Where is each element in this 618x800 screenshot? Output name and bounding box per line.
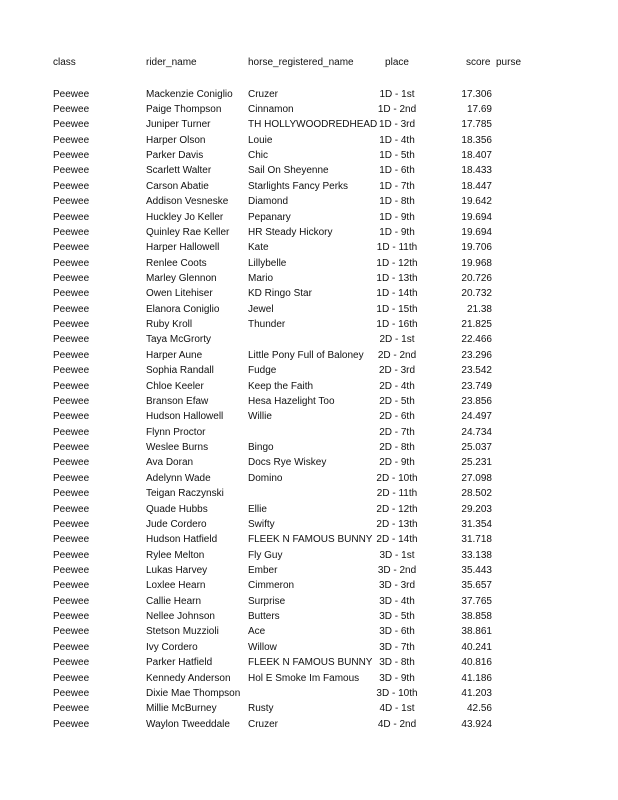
cell-class: Peewee [53, 319, 90, 330]
cell-class: Peewee [53, 103, 90, 115]
table-row [0, 332, 618, 347]
cell-rider-name: Hudson Hatfield [146, 534, 218, 546]
cell-score: 31.354 [461, 518, 492, 530]
cell-score: 18.356 [461, 134, 492, 146]
cell-horse-name: Rusty [248, 703, 274, 715]
table-row [0, 409, 618, 424]
cell-rider-name: Weslee Burns [146, 442, 209, 453]
cell-class: Peewee [53, 411, 90, 423]
cell-rider-name: Adelynn Wade [146, 472, 211, 484]
cell-class: Peewee [53, 119, 90, 131]
cell-place: 1D - 9th [379, 211, 415, 223]
cell-place: 2D - 14th [376, 534, 418, 546]
table-row [0, 655, 618, 670]
cell-class: Peewee [53, 334, 90, 346]
cell-score: 19.706 [461, 242, 492, 254]
table-row [0, 87, 618, 102]
cell-score: 24.497 [461, 411, 492, 423]
cell-rider-name: Mackenzie Coniglio [146, 88, 233, 100]
cell-place: 1D - 14th [376, 288, 418, 300]
cell-rider-name: Ava Doran [146, 457, 194, 469]
header-row [0, 55, 618, 70]
cell-class: Peewee [53, 88, 90, 100]
table-row [0, 102, 618, 117]
cell-score: 18.433 [461, 165, 492, 177]
cell-rider-name: Owen Litehiser [146, 288, 213, 300]
cell-place: 1D - 1st [379, 88, 415, 100]
cell-place: 2D - 13th [376, 518, 418, 530]
table-row [0, 194, 618, 209]
cell-score: 23.749 [461, 380, 492, 392]
cell-rider-name: Huckley Jo Keller [146, 211, 224, 223]
header-class: class [53, 57, 76, 68]
cell-rider-name: Millie McBurney [146, 703, 217, 715]
cell-place: 2D - 1st [379, 334, 415, 346]
cell-score: 19.694 [461, 211, 492, 223]
cell-class: Peewee [53, 257, 90, 269]
cell-place: 2D - 5th [379, 395, 415, 407]
cell-place: 3D - 3rd [378, 580, 416, 592]
cell-rider-name: Quinley Rae Keller [146, 226, 230, 238]
cell-rider-name: Hudson Hallowell [146, 411, 224, 423]
cell-horse-name: Sail On Sheyenne [248, 165, 329, 177]
table-row [0, 148, 618, 163]
cell-horse-name: Keep the Faith [248, 380, 314, 392]
cell-class: Peewee [53, 303, 90, 315]
cell-rider-name: Juniper Turner [146, 119, 211, 131]
cell-place: 2D - 12th [376, 503, 418, 515]
table-row [0, 379, 618, 394]
cell-class: Peewee [53, 595, 90, 607]
cell-horse-name: Cimmeron [248, 580, 295, 592]
cell-class: Peewee [53, 180, 90, 192]
cell-horse-name: Domino [248, 472, 283, 484]
cell-rider-name: Quade Hubbs [146, 503, 208, 515]
cell-horse-name: Chic [248, 150, 269, 161]
cell-place: 1D - 3rd [378, 119, 416, 131]
cell-score: 27.098 [461, 472, 492, 484]
cell-class: Peewee [53, 365, 90, 377]
header-score: score [466, 57, 491, 68]
cell-horse-name: Butters [248, 611, 280, 623]
table-row [0, 701, 618, 716]
cell-score: 38.861 [461, 626, 492, 638]
cell-class: Peewee [53, 611, 90, 623]
cell-horse-name: Willow [248, 641, 277, 653]
cell-rider-name: Elanora Coniglio [146, 303, 220, 315]
table-row [0, 517, 618, 532]
cell-horse-name: Bingo [248, 442, 274, 453]
table-row [0, 394, 618, 409]
cell-place: 3D - 4th [379, 595, 415, 607]
cell-horse-name: Cruzer [248, 88, 279, 100]
cell-score: 19.642 [461, 196, 492, 208]
cell-class: Peewee [53, 426, 90, 438]
cell-score: 31.718 [461, 534, 492, 546]
cell-place: 2D - 4th [379, 380, 415, 392]
cell-horse-name: Kate [248, 242, 269, 254]
cell-class: Peewee [53, 565, 90, 576]
cell-rider-name: Loxlee Hearn [146, 580, 206, 592]
cell-class: Peewee [53, 196, 90, 208]
cell-horse-name: FLEEK N FAMOUS BUNNY [248, 534, 373, 546]
cell-rider-name: Harper Aune [146, 349, 203, 361]
table-row [0, 179, 618, 194]
cell-horse-name: Cinnamon [248, 103, 294, 115]
cell-class: Peewee [53, 703, 90, 715]
table-row [0, 302, 618, 317]
cell-class: Peewee [53, 272, 90, 284]
table-row [0, 455, 618, 470]
cell-score: 35.443 [461, 565, 492, 576]
cell-score: 25.231 [461, 457, 492, 469]
table-row [0, 532, 618, 547]
cell-rider-name: Renlee Coots [146, 257, 207, 269]
cell-class: Peewee [53, 672, 90, 684]
table-row [0, 117, 618, 132]
cell-class: Peewee [53, 534, 90, 546]
cell-score: 21.825 [461, 319, 492, 330]
cell-place: 1D - 15th [376, 303, 418, 315]
cell-score: 17.69 [466, 103, 492, 115]
cell-class: Peewee [53, 395, 90, 407]
cell-class: Peewee [53, 242, 90, 254]
table-row [0, 425, 618, 440]
cell-class: Peewee [53, 165, 90, 177]
cell-horse-name: Willie [248, 411, 272, 423]
table-row [0, 502, 618, 517]
cell-horse-name: Swifty [248, 518, 275, 530]
cell-class: Peewee [53, 457, 90, 469]
cell-horse-name: Jewel [248, 303, 274, 315]
cell-score: 41.203 [461, 687, 492, 699]
cell-score: 40.241 [461, 641, 492, 653]
cell-class: Peewee [53, 150, 90, 161]
table-row [0, 486, 618, 501]
cell-place: 4D - 1st [379, 703, 415, 715]
cell-place: 2D - 10th [376, 472, 418, 484]
cell-score: 25.037 [461, 442, 492, 453]
table-row [0, 317, 618, 332]
cell-place: 3D - 1st [379, 549, 415, 561]
cell-score: 23.856 [461, 395, 492, 407]
table-row [0, 640, 618, 655]
cell-horse-name: Starlights Fancy Perks [248, 180, 349, 192]
cell-rider-name: Sophia Randall [146, 365, 214, 377]
cell-rider-name: Branson Efaw [146, 395, 209, 407]
cell-class: Peewee [53, 488, 90, 500]
cell-rider-name: Carson Abatie [146, 180, 209, 192]
cell-place: 2D - 3rd [378, 365, 416, 377]
cell-score: 35.657 [461, 580, 492, 592]
cell-place: 2D - 11th [376, 488, 418, 500]
table-row [0, 363, 618, 378]
cell-horse-name: Fudge [248, 365, 277, 377]
cell-class: Peewee [53, 442, 90, 453]
table-row [0, 594, 618, 609]
cell-class: Peewee [53, 380, 90, 392]
cell-horse-name: Mario [248, 272, 274, 284]
table-row [0, 225, 618, 240]
cell-place: 4D - 2nd [377, 718, 417, 730]
table-row [0, 671, 618, 686]
cell-place: 3D - 5th [379, 611, 415, 623]
cell-horse-name: Ellie [248, 503, 267, 515]
cell-horse-name: Pepanary [248, 211, 291, 223]
cell-place: 1D - 11th [376, 242, 418, 254]
cell-place: 2D - 7th [379, 426, 415, 438]
cell-rider-name: Rylee Melton [146, 549, 205, 561]
cell-score: 29.203 [461, 503, 492, 515]
cell-class: Peewee [53, 288, 90, 300]
cell-class: Peewee [53, 472, 90, 484]
cell-class: Peewee [53, 134, 90, 146]
cell-place: 2D - 8th [379, 442, 415, 453]
cell-class: Peewee [53, 687, 90, 699]
cell-rider-name: Paige Thompson [146, 103, 222, 115]
cell-score: 23.296 [461, 349, 492, 361]
cell-place: 2D - 6th [379, 411, 415, 423]
cell-horse-name: Louie [248, 134, 273, 146]
cell-class: Peewee [53, 226, 90, 238]
cell-place: 1D - 6th [379, 165, 415, 177]
cell-place: 1D - 8th [379, 196, 415, 208]
cell-horse-name: Fly Guy [248, 549, 283, 561]
cell-horse-name: Ember [248, 565, 278, 576]
cell-score: 41.186 [461, 672, 492, 684]
cell-horse-name: Hol E Smoke Im Famous [248, 672, 360, 684]
cell-class: Peewee [53, 503, 90, 515]
cell-horse-name: KD Ringo Star [248, 288, 312, 300]
cell-class: Peewee [53, 349, 90, 361]
table-row [0, 133, 618, 148]
cell-class: Peewee [53, 657, 90, 669]
cell-score: 18.407 [461, 150, 492, 161]
cell-score: 28.502 [461, 488, 492, 500]
table-row [0, 271, 618, 286]
table-row [0, 240, 618, 255]
cell-rider-name: Kennedy Anderson [146, 672, 231, 684]
cell-rider-name: Marley Glennon [146, 272, 217, 284]
cell-score: 18.447 [461, 180, 492, 192]
cell-class: Peewee [53, 518, 90, 530]
cell-rider-name: Scarlett Walter [146, 165, 212, 177]
cell-rider-name: Stetson Muzzioli [146, 626, 219, 638]
cell-rider-name: Flynn Proctor [146, 426, 206, 438]
cell-rider-name: Ivy Cordero [146, 641, 198, 653]
cell-score: 19.968 [461, 257, 492, 269]
cell-class: Peewee [53, 580, 90, 592]
cell-class: Peewee [53, 641, 90, 653]
cell-place: 3D - 6th [379, 626, 415, 638]
cell-horse-name: Docs Rye Wiskey [248, 457, 327, 469]
cell-score: 43.924 [461, 718, 492, 730]
cell-class: Peewee [53, 626, 90, 638]
table-row [0, 471, 618, 486]
cell-rider-name: Teigan Raczynski [146, 488, 224, 500]
table-row [0, 163, 618, 178]
table-row [0, 548, 618, 563]
table-row [0, 609, 618, 624]
cell-place: 3D - 7th [379, 641, 415, 653]
cell-place: 1D - 13th [376, 272, 418, 284]
cell-horse-name: HR Steady Hickory [248, 226, 333, 238]
cell-score: 20.726 [461, 272, 492, 284]
cell-score: 23.542 [461, 365, 492, 377]
cell-score: 21.38 [466, 303, 492, 315]
cell-score: 20.732 [461, 288, 492, 300]
cell-horse-name: Little Pony Full of Baloney [248, 349, 364, 361]
cell-horse-name: FLEEK N FAMOUS BUNNY [248, 657, 373, 669]
header-place: place [385, 57, 409, 68]
cell-rider-name: Callie Hearn [146, 595, 202, 607]
cell-class: Peewee [53, 211, 90, 223]
cell-horse-name: Cruzer [248, 718, 279, 730]
cell-class: Peewee [53, 718, 90, 730]
cell-place: 2D - 2nd [377, 349, 417, 361]
cell-score: 38.858 [461, 611, 492, 623]
cell-place: 2D - 9th [379, 457, 415, 469]
cell-place: 3D - 8th [379, 657, 415, 669]
table-row [0, 686, 618, 701]
cell-rider-name: Ruby Kroll [146, 319, 193, 330]
table-row [0, 578, 618, 593]
table-row [0, 563, 618, 578]
table-row [0, 717, 618, 732]
cell-place: 1D - 4th [379, 134, 415, 146]
cell-rider-name: Waylon Tweeddale [146, 718, 230, 730]
cell-rider-name: Lukas Harvey [146, 565, 208, 576]
header-rider-name: rider_name [146, 57, 197, 68]
cell-score: 17.785 [461, 119, 492, 131]
cell-score: 17.306 [461, 88, 492, 100]
table-row [0, 210, 618, 225]
cell-place: 3D - 2nd [377, 565, 417, 576]
cell-score: 42.56 [466, 703, 492, 715]
table-row [0, 348, 618, 363]
table-row [0, 624, 618, 639]
cell-score: 37.765 [461, 595, 492, 607]
cell-class: Peewee [53, 549, 90, 561]
cell-place: 1D - 7th [379, 180, 415, 192]
cell-rider-name: Parker Davis [146, 150, 204, 161]
table-row [0, 256, 618, 271]
cell-rider-name: Dixie Mae Thompson [146, 687, 241, 699]
cell-score: 19.694 [461, 226, 492, 238]
table-row [0, 440, 618, 455]
cell-score: 40.816 [461, 657, 492, 669]
cell-rider-name: Harper Hallowell [146, 242, 220, 254]
cell-place: 1D - 16th [376, 319, 418, 330]
cell-place: 1D - 9th [379, 226, 415, 238]
cell-rider-name: Harper Olson [146, 134, 206, 146]
cell-horse-name: Ace [248, 626, 266, 638]
cell-score: 22.466 [461, 334, 492, 346]
cell-rider-name: Taya McGrorty [146, 334, 212, 346]
cell-place: 3D - 9th [379, 672, 415, 684]
cell-horse-name: Lillybelle [248, 257, 287, 269]
header-horse-registered-name: horse_registered_name [248, 57, 354, 68]
cell-horse-name: TH HOLLYWOODREDHEAD [248, 119, 378, 131]
cell-place: 1D - 2nd [377, 103, 417, 115]
table-row [0, 286, 618, 301]
cell-rider-name: Nellee Johnson [146, 611, 215, 623]
cell-score: 33.138 [461, 549, 492, 561]
cell-place: 3D - 10th [376, 687, 418, 699]
cell-rider-name: Parker Hatfield [146, 657, 213, 669]
cell-horse-name: Hesa Hazelight Too [248, 395, 335, 407]
header-purse: purse [496, 57, 522, 68]
cell-place: 1D - 12th [376, 257, 418, 269]
cell-rider-name: Addison Vesneske [146, 196, 229, 208]
cell-place: 1D - 5th [379, 150, 415, 161]
cell-horse-name: Diamond [248, 196, 289, 208]
cell-horse-name: Surprise [248, 595, 286, 607]
cell-rider-name: Chloe Keeler [146, 380, 204, 392]
cell-horse-name: Thunder [248, 319, 286, 330]
cell-rider-name: Jude Cordero [146, 518, 207, 530]
cell-score: 24.734 [461, 426, 492, 438]
